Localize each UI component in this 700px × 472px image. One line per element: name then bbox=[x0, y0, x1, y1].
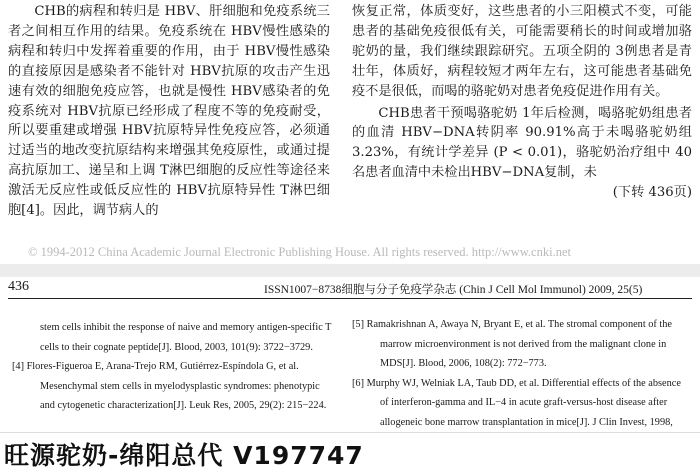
continued-on-label: (下转 436页) bbox=[612, 185, 692, 201]
copyright-watermark: © 1994-2012 China Academic Journal Electronic Publishing House. All rights reserved. http://www.cnki.net bbox=[28, 245, 571, 259]
right-text-column bbox=[352, 2, 692, 203]
body-paragraph-text: CHB患者干预喝骆驼奶 1年后检测，喝骆驼奶组患者的血清 HBV−DNA转阴率 90.91%高于未喝骆驼奶组 3.23%，有统计学差异 (P < 0.01)，骆驼奶治疗组中 40名患者血清中未检出HBV−DNA复制，未 bbox=[352, 105, 692, 181]
page-gap bbox=[0, 264, 700, 277]
reference-item: stem cells inhibit the response of naive and memory antigen-specific T cells to their cognate peptide[J]. Blood, 2003, 101(9): 3722−3729. bbox=[40, 322, 332, 353]
ad-banner bbox=[0, 432, 700, 469]
body-paragraph: CHB的病程和转归是 HBV、肝细胞和免疫系统三者之间相互作用的结果。免疫系统在 HBV慢性感染的病程和转归中发挥着重要的作用，由于 HBV慢性感染的直接原因是感染者不能针对 HBV抗原的攻击产生迅速有效的细胞免疫应答，也就是慢性 HBV感染者的免疫系统对 HBV抗原已经形成了程度不等的免疫耐受，所以要重建或增强 HBV抗原特异性免疫应答，必须通过适当的地改变抗原结构来增强其免疫原性，或通过提高抗原加工、递呈和上调 T淋巴细胞的反应性等途径来激活无反应性或低反应性的 HBV抗原特异性 T淋巴细胞[4]。因此，调节病人的 bbox=[8, 4, 330, 219]
left-text-column bbox=[8, 2, 330, 221]
journal-header: ISSN1007−8738细胞与分子免疫学杂志 (Chin J Cell Mol Immunol) 2009, 25(5) bbox=[264, 284, 643, 296]
reference-item: [4] Flores-Figueroa E, Arana-Trejo RM, Gutiérrez-Espíndola G, et al. Mesenchymal stem cells in myelodysplastic syndromes: phenotypic and cytogenetic characterization[J]. Leuk Res, 2005, 29(2): 215−224. bbox=[12, 361, 327, 411]
reference-item: [6] Murphy WJ, Welniak LA, Taub DD, et al. Differential effects of the absence of interferon-gamma and IL−4 in acute graft-versus-host disease after allogeneic bone marrow transplantation in mice[J]. J Clin Invest, 1998, bbox=[352, 377, 681, 428]
body-paragraph: 恢复正常，体质变好，这些患者的小三阳模式不变，可能患者的基础免疫很低有关，可能需要稍长的时间或增加骆驼奶的量，我们继续跟踪研究。五项全阴的 3例患者是青壮年，体质好，病程较短才两年左右，这可能患者基础免疫不是很低，而喝的骆驼奶对患者免疫促进作用有关。 bbox=[352, 4, 692, 99]
page-number: 436 bbox=[8, 279, 29, 294]
reference-item: [5] Ramakrishnan A, Awaya N, Bryant E, et al. The stromal component of the marrow microenvironment is not derived from the malignant clone in MDS[J]. Blood, 2006, 108(2): 772−773. bbox=[352, 319, 672, 369]
header-rule bbox=[8, 298, 692, 299]
body-paragraph bbox=[352, 104, 692, 201]
references-left-column bbox=[12, 318, 334, 416]
ad-banner-text: 旺源驼奶-绵阳总代 V197747 bbox=[4, 441, 364, 470]
lower-page-fragment bbox=[0, 277, 700, 432]
